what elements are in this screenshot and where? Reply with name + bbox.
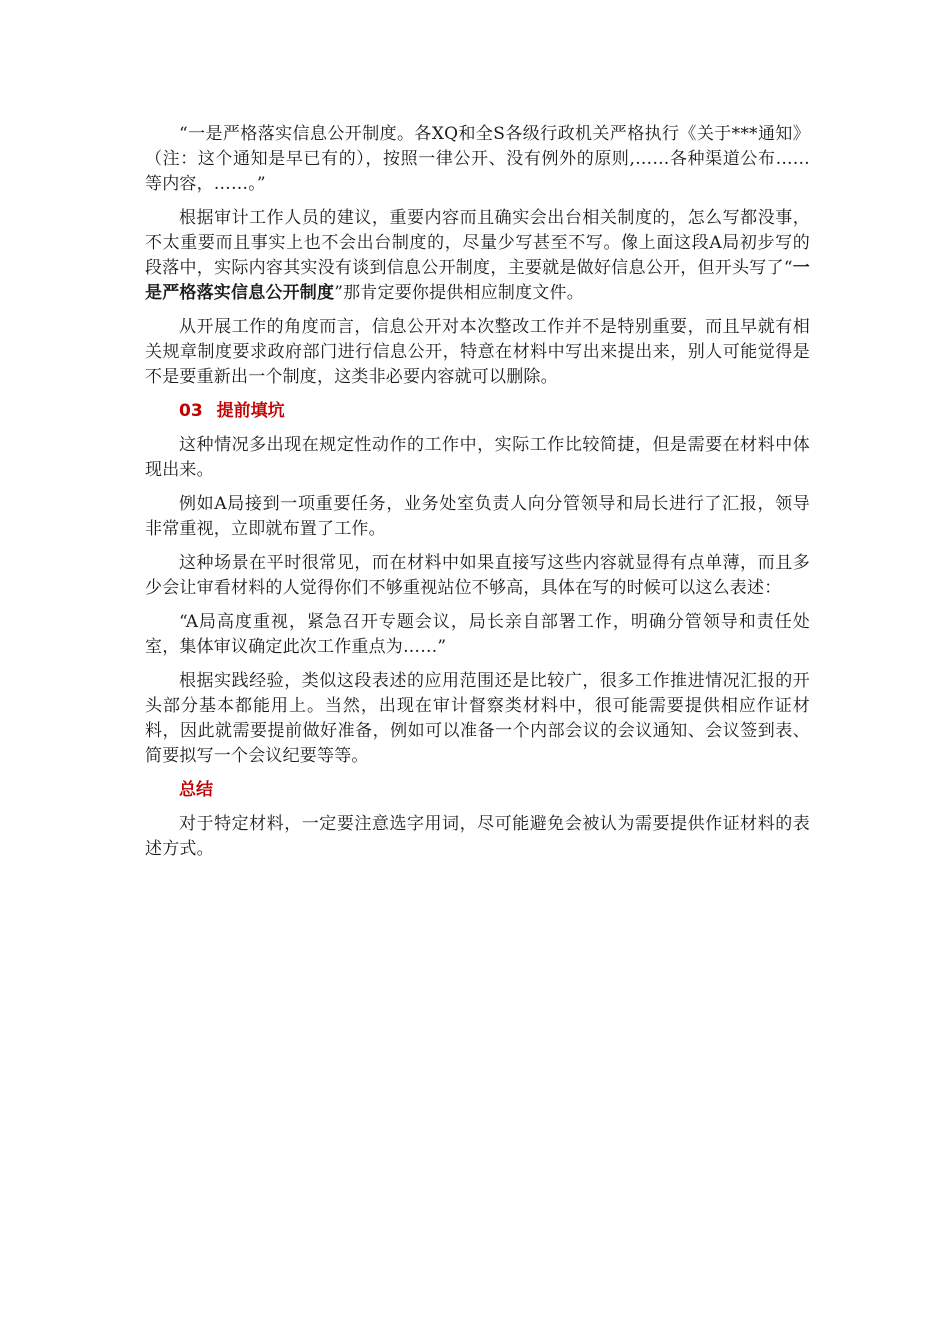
paragraph-summary: 对于特定材料，一定要注意选字用词，尽可能避免会被认为需要提供作证材料的表述方式。 bbox=[145, 814, 810, 859]
paragraph-work-perspective: 从开展工作的角度而言，信息公开对本次整改工作并不是特别重要，而且早就有相关规章制度要求政府部门进行信息公开，特意在材料中写出来提出来，别人可能觉得是不是要重新出一个制度，这类非必要内容就可以删除。 bbox=[145, 317, 810, 387]
paragraph-scenario: 这种场景在平时很常见，而在材料中如果直接写这些内容就显得有点单薄，而且多少会让审看材料的人觉得你们不够重视站位不够高，具体在写的时候可以这么表述： bbox=[145, 553, 810, 598]
paragraph-audit-advice-end: ”那肯定要你提供相应制度文件。 bbox=[334, 283, 584, 303]
section-heading-title: 提前填坑 bbox=[216, 401, 285, 421]
document-body bbox=[145, 122, 810, 871]
paragraph-example: 例如A局接到一项重要任务，业务处室负责人向分管领导和局长进行了汇报，领导非常重视，立即就布置了工作。 bbox=[145, 494, 810, 539]
paragraph-audit-advice bbox=[145, 206, 810, 306]
paragraph-situation: 这种情况多出现在规定性动作的工作中，实际工作比较简捷，但是需要在材料中体现出来。 bbox=[145, 435, 810, 480]
section-heading-03 bbox=[145, 399, 810, 424]
section-heading-number: 03 bbox=[179, 401, 203, 421]
paragraph-audit-advice-bold: 一是严格落实信息公开制度 bbox=[145, 258, 811, 303]
paragraph-practice: 根据实践经验，类似这段表述的应用范围还是比较广，很多工作推进情况汇报的开头部分基本都能用上。当然，出现在审计督察类材料中，很可能需要提供相应作证材料，因此就需要提前做好准备，例如可以准备一个内部会议的会议通知、会议签到表、简要拟写一个会议纪要等等。 bbox=[145, 671, 810, 766]
paragraph-quote-meeting: “A局高度重视，紧急召开专题会议，局长亲自部署工作，明确分管领导和责任处室，集体审议确定此次工作重点为……” bbox=[145, 612, 810, 657]
paragraph-quote-disclosure: “一是严格落实信息公开制度。各XQ和全S各级行政机关严格执行《关于***通知》（注：这个通知是早已有的），按照一律公开、没有例外的原则,……各种渠道公布……等内容，……。” bbox=[145, 124, 810, 194]
paragraph-audit-advice-text: 根据审计工作人员的建议，重要内容而且确实会出台相关制度的，怎么写都没事，不太重要而且事实上也不会出台制度的，尽量少写甚至不写。像上面这段A局初步写的段落中，实际内容其实没有谈到信息公开制度，主要就是做好信息公开，但开头写了“ bbox=[145, 208, 810, 278]
section-heading-summary: 总结 bbox=[179, 780, 213, 800]
